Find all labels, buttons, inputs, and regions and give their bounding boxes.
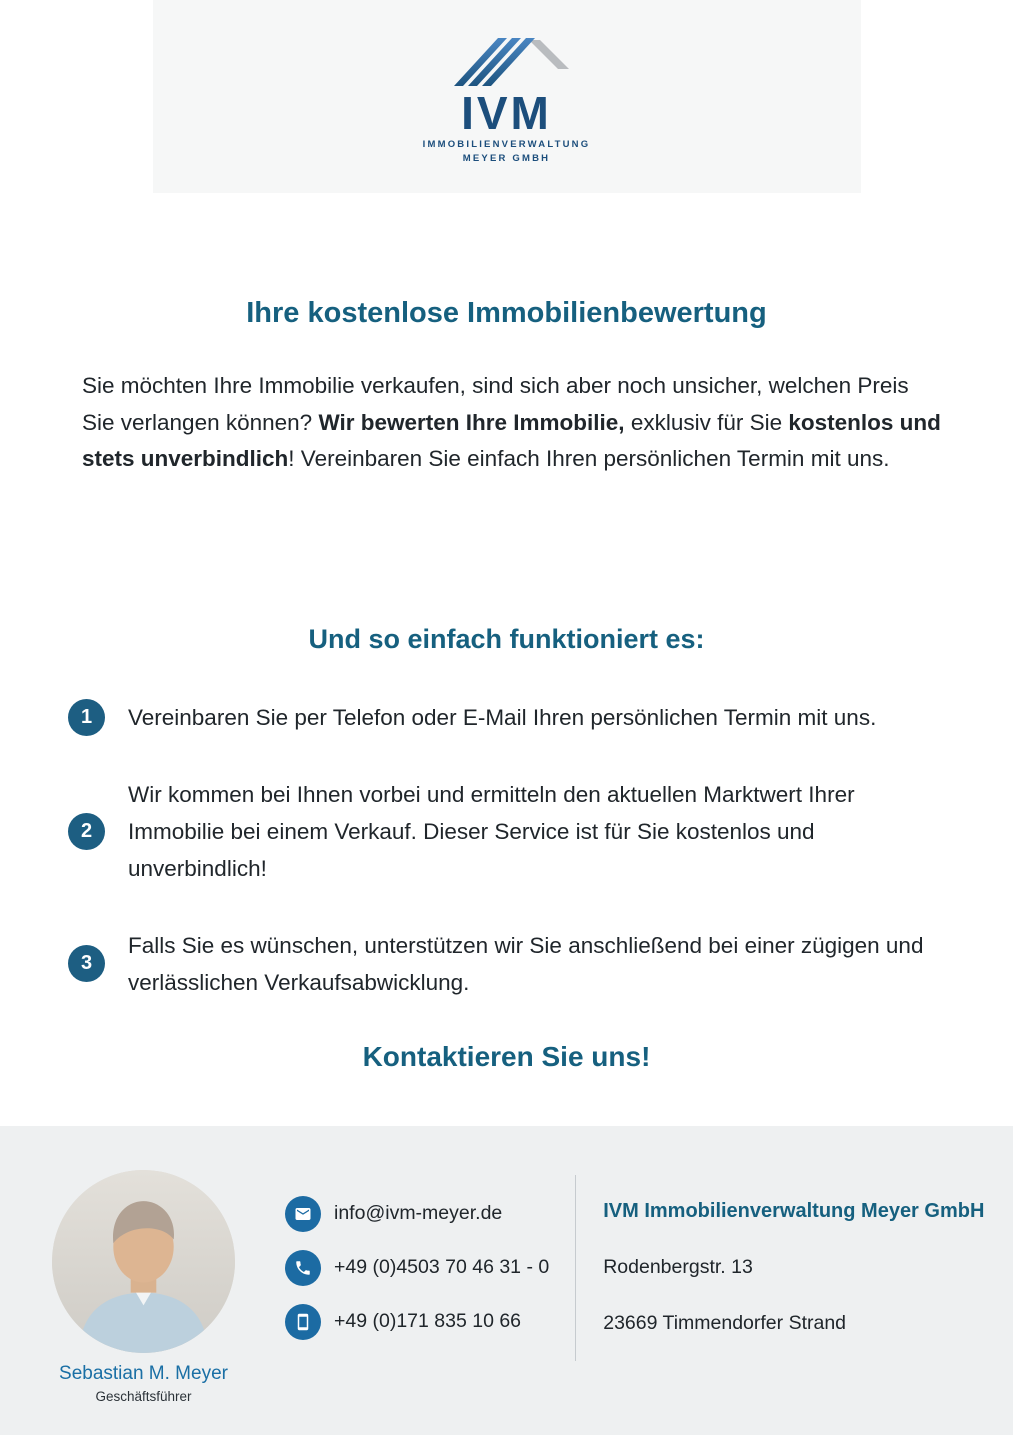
step-text: Vereinbaren Sie per Telefon oder E-Mail Ihren persönlichen Termin mit uns. (128, 704, 877, 730)
phone-icon (285, 1250, 321, 1286)
person-role: Geschäftsführer (95, 1388, 192, 1404)
avatar (52, 1170, 235, 1353)
step-number-badge: 1 (68, 699, 105, 736)
mobile-icon (285, 1304, 321, 1340)
logo-subtitle-line1: IMMOBILIENVERWALTUNG (422, 138, 591, 150)
steps-title: Und so einfach funktioniert es: (308, 623, 705, 654)
mobile-value[interactable]: +49 (0)171 835 10 66 (334, 1310, 522, 1332)
company-street: Rodenbergstr. 13 (603, 1255, 753, 1278)
email-icon (285, 1196, 321, 1232)
step-number-badge: 3 (68, 945, 105, 982)
person-card (52, 1170, 235, 1435)
person-name: Sebastian M. Meyer (59, 1362, 228, 1384)
company-name: IVM Immobilienverwaltung Meyer GmbH (603, 1199, 985, 1222)
step-item-1 (68, 699, 949, 736)
contact-row-email (285, 1196, 549, 1232)
company-logo (423, 30, 591, 164)
logo-title: IVM (461, 86, 552, 139)
roof-logo-icon (436, 30, 576, 88)
step-text: Wir kommen bei Ihnen vorbei und ermitteln den aktuellen Marktwert Ihrer Immobilie bei einem Verkauf. Dieser Service ist für Sie kostenlos und unverbindlich! (128, 781, 855, 881)
step-item-3 (68, 927, 949, 1001)
contact-row-phone (285, 1250, 549, 1286)
intro-paragraph (82, 368, 946, 478)
contact-footer (0, 1126, 1013, 1435)
steps-list (0, 699, 1013, 1001)
intro-text-1: Sie möchten Ihre Immobilie verkaufen, sind sich aber noch unsicher, welchen Preis Sie verlangen können? (82, 373, 909, 435)
main-content (0, 297, 1013, 1073)
logo-subtitle-line2: MEYER GMBH (462, 152, 551, 164)
company-info (603, 1200, 984, 1435)
contact-row-mobile (285, 1304, 549, 1340)
step-number-badge: 2 (68, 813, 105, 850)
email-value[interactable]: info@ivm-meyer.de (334, 1202, 503, 1224)
intro-text-2-bold: Wir bewerten Ihre Immobilie, (318, 409, 625, 435)
phone-value[interactable]: +49 (0)4503 70 46 31 - 0 (334, 1256, 550, 1278)
intro-title: Ihre kostenlose Immobilienbewertung (246, 297, 767, 329)
step-item-2 (68, 776, 949, 887)
cta-title: Kontaktieren Sie uns! (362, 1040, 651, 1072)
intro-text-4-bold: kostenlos und stets unverbindlich (82, 409, 941, 471)
step-text: Falls Sie es wünschen, unterstützen wir Sie anschließend bei einer zügigen und verlässlichen Verkaufsabwicklung. (128, 932, 924, 995)
footer-divider (575, 1175, 576, 1361)
company-city: 23669 Timmendorfer Strand (603, 1311, 847, 1334)
contact-list (285, 1196, 549, 1435)
intro-text-5: ! Vereinbaren Sie einfach Ihren persönlichen Termin mit uns. (288, 446, 890, 471)
intro-text-3: exklusiv für Sie (624, 409, 789, 435)
header-band (153, 0, 861, 193)
